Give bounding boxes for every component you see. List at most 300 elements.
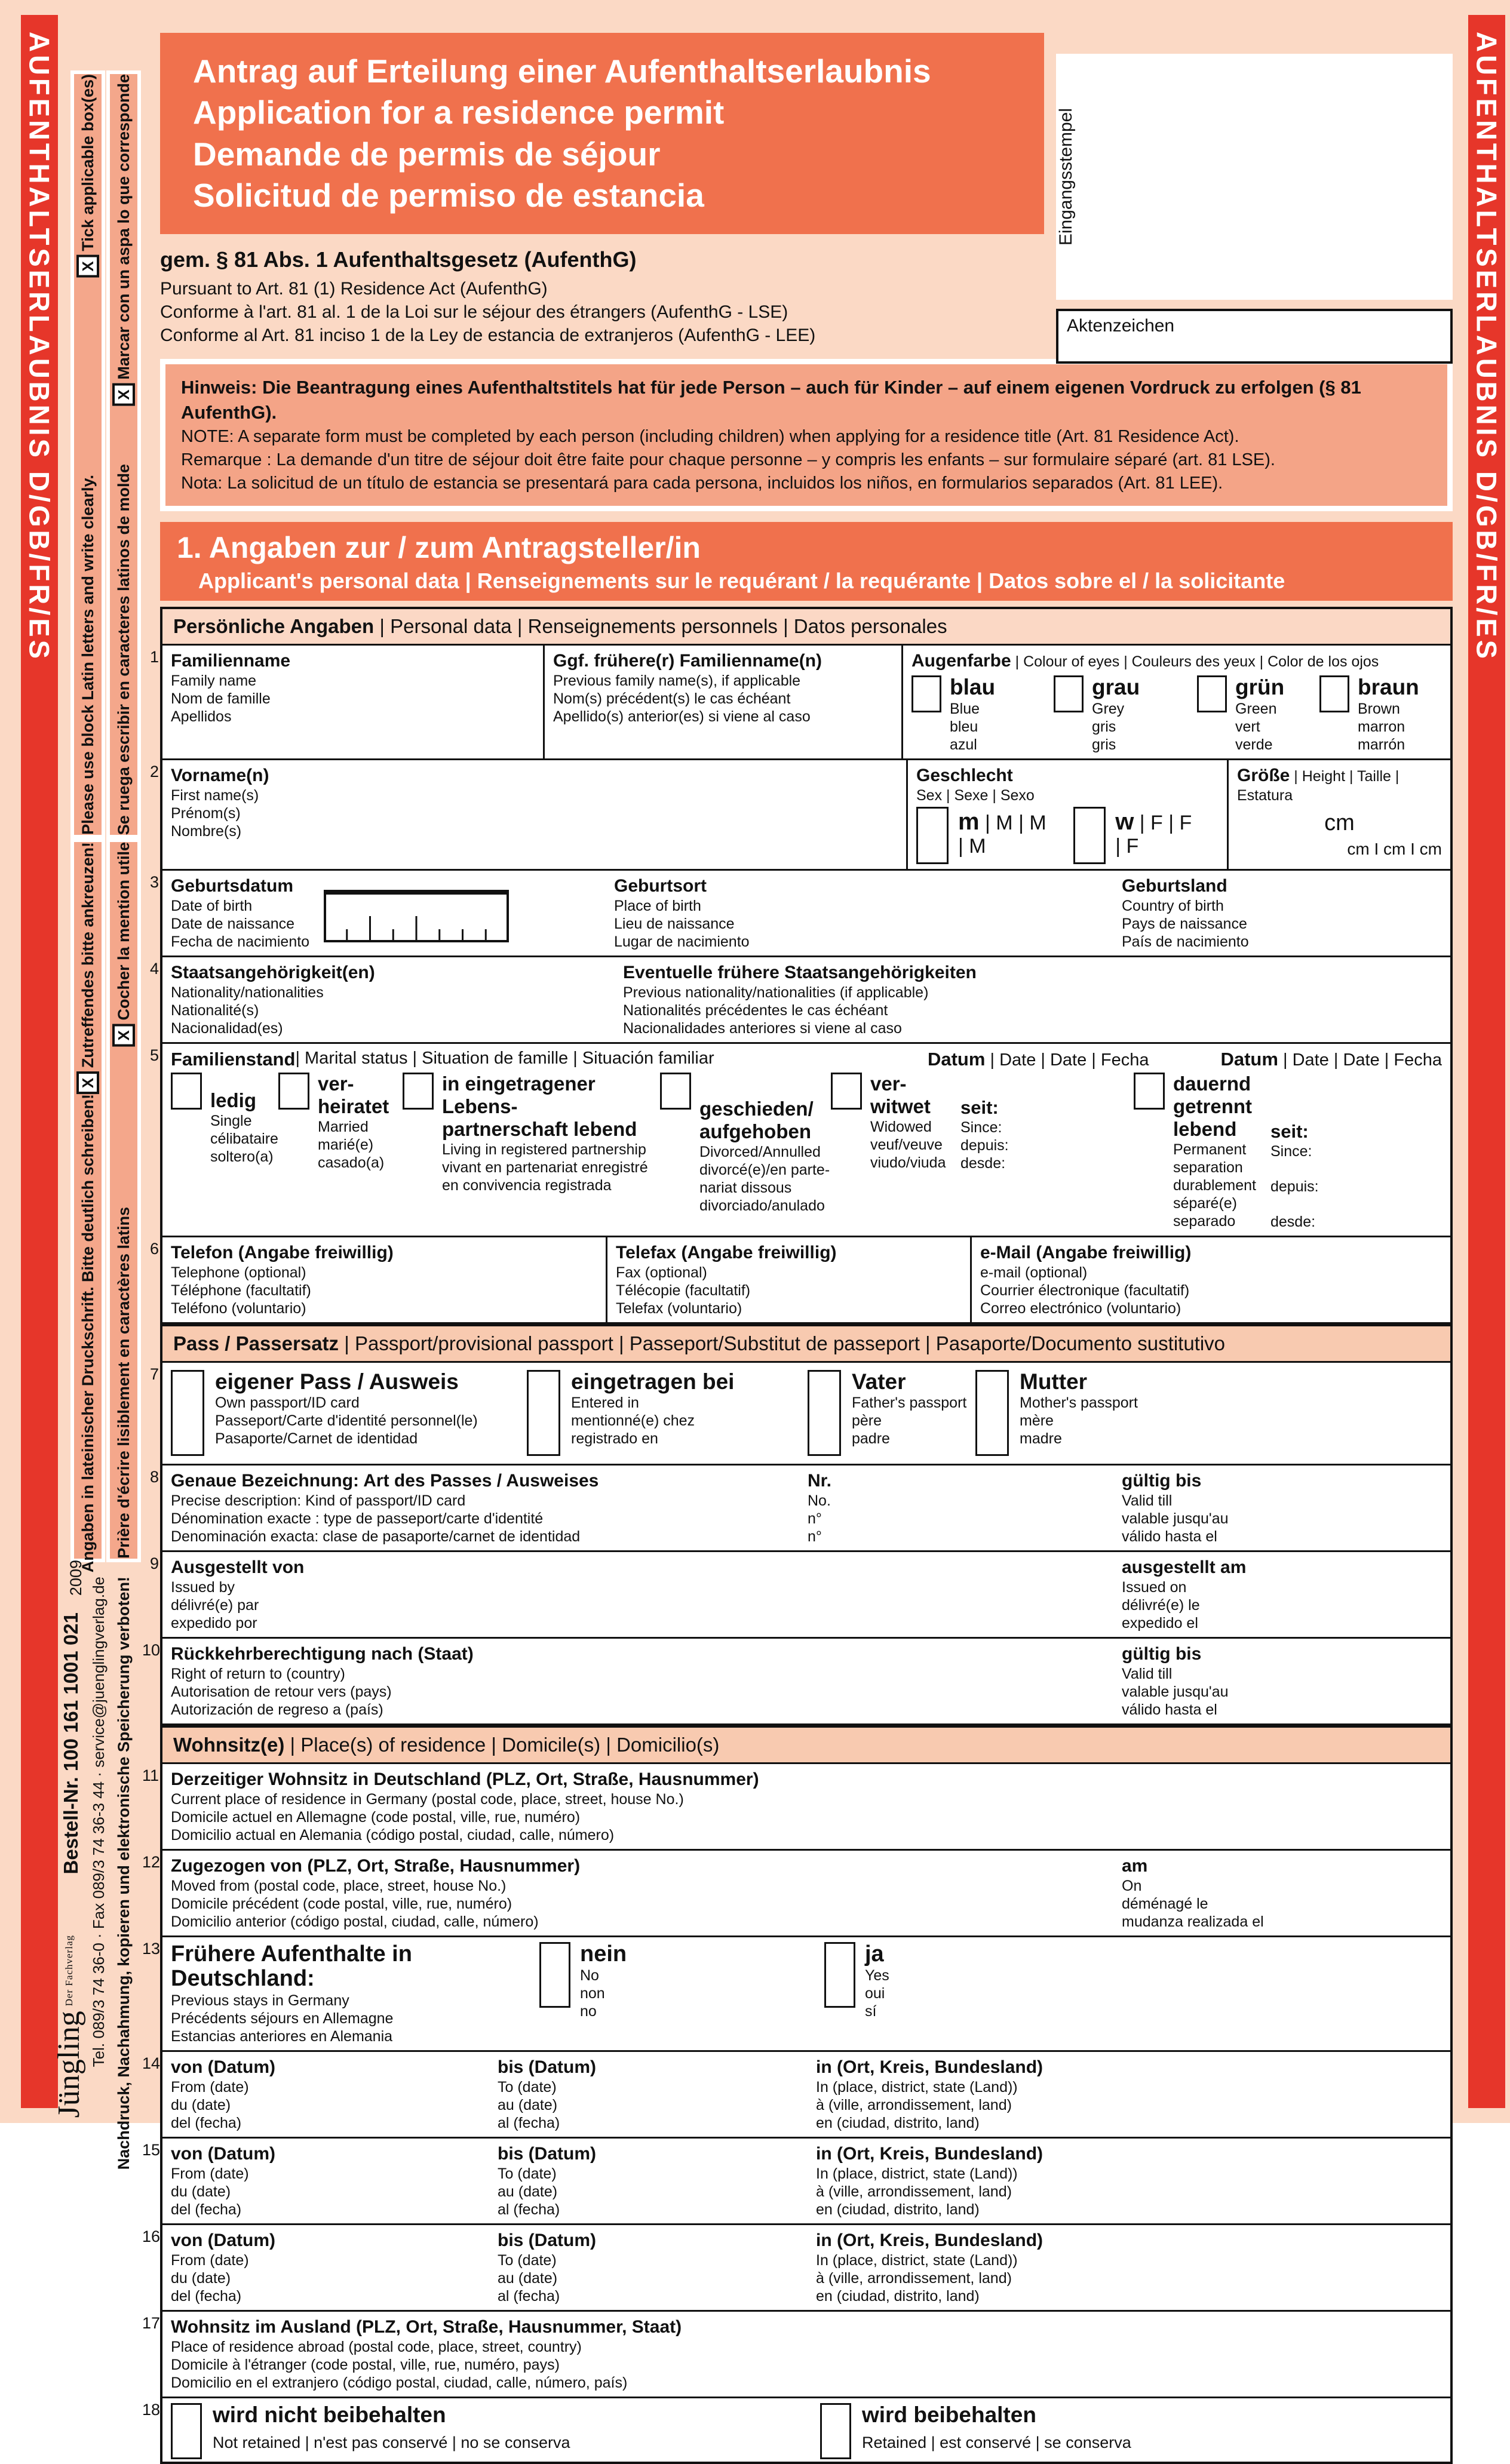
label: Widowed [870,1118,932,1135]
label: Telefon (Angabe freiwillig) [171,1242,394,1262]
checkbox-sex-male[interactable] [916,807,949,864]
label: seit: [1270,1120,1309,1142]
label: Moved from (postal code, place, street, house No.) [171,1877,507,1894]
checkbox-eyes-blue[interactable] [911,675,941,712]
checkbox-not-retained[interactable] [171,2403,202,2459]
field-stay1-place[interactable] [808,2052,1450,2137]
block-letters-fr: Prière d'écrire lisiblement en caractères latins [114,1207,133,1559]
label: Nationalités précédentes le cas échéant [623,1001,888,1019]
label: del (fecha) [171,2288,242,2305]
label: Nombre(s) [171,822,242,840]
label-sex-male: m | M | M | M [958,808,1046,858]
label: Familienname [171,651,291,671]
field-moved-from[interactable] [162,1851,1113,1935]
label: Yes [865,1967,889,1984]
unit-cm-row: cm I cm I cm [1347,839,1442,858]
label: gültig bis [1122,1470,1202,1491]
label: Genaue Bezeichnung: Art des Passes / Ausweises [171,1470,599,1491]
unit-cm: cm [1324,810,1355,835]
label: Apellidos [171,708,232,726]
label: bis (Datum) [498,2230,596,2251]
notice-box [160,359,1453,511]
label: Nationality/nationalities [171,984,324,1001]
label: Right of return to (country) [171,1665,345,1682]
label: en (ciudad, distrito, land) [816,2201,980,2219]
label: Correo electrónico (voluntario) [980,1299,1181,1317]
label: Précédents séjours en Allemagne [171,2010,394,2027]
label: Ausgestellt von [171,1557,305,1577]
field-fax[interactable] [606,1237,970,1322]
label: délivré(e) le [1122,1596,1200,1614]
checkbox-own-passport[interactable] [171,1370,204,1456]
label: Geburtsort [614,875,707,896]
field-issued-by[interactable] [162,1552,1113,1637]
label-date-2: Datum | Date | Date | Fecha [1220,1048,1442,1070]
field-stay2-to[interactable] [489,2139,808,2223]
label: célibataire [210,1130,278,1147]
row-number: 4 [149,959,159,978]
option-eyes-grey [1054,675,1197,754]
label: | Marital status | Situation de famille | Situación familiar [295,1048,714,1068]
label: Place of birth [614,897,701,914]
label: gris [1092,718,1116,735]
label: Pasaporte/Carnet de identidad [215,1430,418,1448]
checkbox-father-passport[interactable] [808,1370,841,1456]
label: desde: [960,1155,1006,1172]
label: al (fecha) [498,2115,560,2132]
label: in (Ort, Kreis, Bundesland) [816,2057,1044,2078]
row-issued [149,1552,1450,1639]
label: ausgestellt am [1122,1557,1247,1577]
publisher-tagline: Der Fachverlag [63,1935,75,2007]
checkbox-retained[interactable] [820,2403,851,2459]
checkbox-divorced[interactable] [660,1073,691,1110]
label: e-mail (optional) [980,1264,1088,1281]
label: From (date) [171,2079,249,2096]
label: à (ville, arrondissement, land) [816,2097,1012,2114]
label: heiratet [318,1095,389,1117]
label: Lugar de nacimiento [614,933,750,950]
subheader-personal-data: Persönliche Angaben | Personal data | Renseignements personnels | Datos personales [162,609,1450,646]
label: Green [1235,700,1277,717]
checkbox-mother-passport[interactable] [975,1370,1009,1456]
label: Living in registered partnership [442,1141,646,1158]
row-first-name-sex-height [149,760,1450,871]
label: geschieden/ [699,1097,814,1120]
label: Geburtsland [1122,875,1227,896]
label: Augenfarbe [911,651,1011,671]
label: padre [852,1430,890,1448]
label: nariat dissous [699,1179,792,1196]
entry-stamp-box [1056,54,1453,300]
strip-tick-es [106,70,141,838]
checkbox-married[interactable] [278,1073,309,1110]
label: grau [1092,675,1140,700]
label: separation [1173,1159,1243,1176]
label: mère [1020,1412,1054,1430]
checkbox-eyes-brown[interactable] [1319,675,1349,712]
row-stay-period-3 [142,2225,1450,2312]
field-issued-on[interactable] [1113,1552,1450,1637]
field-previous-family-name[interactable] [543,646,901,758]
label: ver- [318,1072,354,1095]
left-red-banner [21,15,58,2108]
label: Telephone (optional) [171,1264,306,1281]
label: Mother's passport [1020,1394,1138,1412]
label: séparé(e) [1173,1194,1237,1212]
tick-instruction-de: XZutreffendes bitte ankreuzen! [76,842,99,1094]
row-return-right [142,1639,1450,1728]
checkbox-registered-partnership[interactable] [403,1073,434,1110]
label: Derzeitiger Wohnsitz in Deutschland (PLZ, Ort, Straße, Hausnummer) [171,1769,759,1789]
label: Vater [852,1369,906,1394]
row-birth [149,871,1450,957]
label: No. [808,1492,831,1509]
label [1270,1196,1442,1213]
option-mother-passport [975,1366,1442,1456]
row-number: 5 [149,1046,159,1064]
label: No [580,1967,599,1984]
checkbox-eyes-grey[interactable] [1054,675,1084,712]
label: Vorname(n) [171,765,269,785]
label: Domicilio anterior (código postal, ciudad, calle, número) [171,1913,539,1930]
section-1-title: 1. Angaben zur / zum Antragsteller/in [177,531,701,565]
field-return-right[interactable] [162,1639,1113,1723]
banner-text: AUFENTHALTSERLAUBNIS D/GB/FR/ES [23,32,56,662]
row-number: 18 [142,2401,161,2419]
label: von (Datum) [171,2057,275,2078]
option-single [171,1073,278,1166]
label: bleu [950,718,978,735]
row-number: 14 [142,2054,161,2073]
label: Retained | est conservé | se conserva [862,2433,1131,2451]
label: bis (Datum) [498,2057,596,2078]
label-date-1: Datum | Date | Date | Fecha [927,1048,1149,1070]
field-first-name[interactable] [162,760,906,869]
label: To (date) [498,2079,557,2096]
field-telephone[interactable] [162,1237,606,1322]
file-reference-label: Aktenzeichen [1067,316,1175,336]
checkbox-yes[interactable] [824,1942,855,2008]
label: azul [950,736,977,753]
field-country-of-birth[interactable] [1113,871,1450,956]
field-place-of-birth[interactable] [606,871,1113,956]
banner-text: AUFENTHALTSERLAUBNIS D/GB/FR/ES [1471,32,1503,662]
row-number: 11 [142,1766,159,1784]
label: n° [808,1528,822,1545]
row-passport-kind [149,1466,1450,1552]
label: dauernd [1173,1072,1251,1095]
label: soltero(a) [210,1148,274,1165]
label: seit: [960,1096,999,1118]
field-current-residence[interactable] [162,1764,1450,1849]
label: Family name [171,672,257,690]
label: en (ciudad, distrito, land) [816,2115,980,2132]
notice-de: Hinweis: Die Beantragung eines Aufenthaltstitels hat für jede Person – auch für Kinder – auf einem eigenen Vordruck zu erfolgen (§ 81 AufenthG). [181,377,1361,423]
row-number: 8 [149,1467,159,1486]
block-letters-en: Please use block Latin letters and write clearly. [78,475,97,835]
label: To (date) [498,2252,557,2269]
label: ja [865,1941,884,1967]
label: expedido por [171,1614,257,1632]
label: witwet [870,1095,931,1117]
entry-stamp-label: Eingangsstempel [1056,107,1076,246]
label: Domicile précédent (code postal, ville, rue, numéro) [171,1895,512,1912]
label: In (place, district, state (Land)) [816,2165,1018,2183]
file-reference-box[interactable] [1056,309,1453,364]
label: von (Datum) [171,2230,275,2251]
label: Lieu de naissance [614,915,735,932]
option-eyes-brown [1319,675,1419,754]
label: Frühere Aufenthalte in Deutschland: [171,1941,412,1992]
row-stay-period-2 [142,2139,1450,2225]
label: oui [865,1985,885,2002]
field-height[interactable] [1227,760,1450,869]
title-fr: Demande de permis de séjour [193,135,661,173]
legal-basis-en: Pursuant to Art. 81 (1) Residence Act (AufenthG) [160,279,548,299]
row-number: 17 [142,2314,161,2333]
subheader-residence: Wohnsitz(e) | Place(s) of residence | Domicile(s) | Domicilio(s) [162,1728,1450,1764]
label: Nationalité(s) [171,1001,259,1019]
label: Rückkehrberechtigung nach (Staat) [171,1643,474,1664]
label: registrado en [571,1430,658,1448]
checked-box-icon: X [112,383,135,406]
label: desde: [1270,1213,1316,1230]
label: Télécopie (facultatif) [616,1282,751,1299]
label: partnerschaft lebend [442,1117,637,1140]
option-father-passport [808,1366,975,1456]
field-separated-since[interactable] [1270,1073,1442,1231]
field-stay1-to[interactable] [489,2052,808,2137]
label: Eventuelle frühere Staatsangehörigkeiten [623,962,977,982]
label: Date of birth [171,897,253,914]
label: Nacionalidades anteriores si viene al caso [623,1019,902,1037]
row-residence-retained [142,2398,1450,2462]
row-family-name [149,646,1450,760]
form-body [142,607,1453,2464]
label: Domicilio actual en Alemania (código postal, ciudad, calle, número) [171,1826,615,1844]
row-nationality [149,957,1450,1044]
label: à (ville, arrondissement, land) [816,2183,1012,2201]
section-1-header [160,522,1453,601]
label: Geschlecht [916,765,1013,785]
field-nationality[interactable] [162,957,615,1042]
right-red-banner [1468,15,1505,2108]
row-contact [149,1237,1450,1326]
label: Geburtsdatum [171,875,294,896]
label: Passeport/Carte d'identité personnel(le) [215,1412,478,1430]
publisher-contact: Tel. 089/3 74 36-0 · Fax 089/3 74 36-3 44 · service@juenglingverlag.de [90,1577,108,2067]
label: Valid till [1122,1492,1173,1509]
label: blau [950,675,996,700]
field-stay3-from[interactable] [162,2225,489,2310]
checkbox-sex-female[interactable] [1073,807,1106,864]
label: Place of residence abroad (postal code, place, street, country) [171,2339,582,2356]
field-widowed-since[interactable] [960,1073,1134,1172]
label: eigener Pass / Ausweis [215,1369,459,1394]
label: Nacionalidad(es) [171,1019,283,1037]
row-marital-status [149,1044,1450,1237]
strip-tick-de [70,838,105,1573]
checkbox-permanent-separation[interactable] [1134,1073,1165,1110]
legal-basis-de: gem. § 81 Abs. 1 Aufenthaltsgesetz (AufenthG) [160,247,637,272]
label: Zugezogen von (PLZ, Ort, Straße, Hausnummer) [171,1855,581,1876]
label: Grey [1092,700,1125,717]
checkbox-single[interactable] [171,1073,202,1110]
label: vert [1235,718,1260,735]
label: Fax (optional) [616,1264,707,1281]
checked-box-icon: X [76,1071,99,1094]
label: First name(s) [171,786,259,804]
label: Telefax (Angabe freiwillig) [616,1242,837,1262]
label: Ggf. frühere(r) Familienname(n) [553,651,822,671]
field-family-name[interactable] [162,646,543,758]
field-return-valid-till[interactable] [1113,1639,1450,1723]
row-number: 9 [149,1554,159,1572]
label: au (date) [498,2097,558,2114]
publisher-logo [51,1935,87,2118]
label: viudo/viuda [870,1154,946,1171]
label: In (place, district, state (Land)) [816,2252,1018,2269]
field-moved-on[interactable] [1113,1851,1450,1935]
row-residence-abroad [142,2312,1450,2398]
label: von (Datum) [171,2144,275,2164]
row-number: 15 [142,2141,161,2159]
strip-tick-en [70,70,105,838]
label: del (fecha) [171,2201,242,2219]
label: separado [1173,1212,1236,1230]
field-stay3-place[interactable] [808,2225,1450,2310]
label: Mutter [1020,1369,1088,1394]
option-eyes-green [1197,675,1319,754]
checkbox-entered-in[interactable] [527,1370,560,1456]
option-married [278,1073,403,1172]
label: Issued on [1122,1578,1187,1596]
field-previous-stays [162,1937,531,2051]
checkbox-no[interactable] [539,1942,570,2008]
label: délivré(e) par [171,1596,259,1614]
label: Previous family name(s), if applicable [553,672,801,690]
label: Telefax (voluntario) [616,1299,742,1317]
field-passport-valid-till[interactable] [1113,1466,1450,1550]
label: Prénom(s) [171,804,241,822]
print-year: 2009 [67,1560,85,1596]
label: madre [1020,1430,1062,1448]
section-1-subtitle: Applicant's personal data | Renseignements sur le requérant / la requérante | Datos sobre el / la solicitante [198,569,1285,594]
label: Valid till [1122,1665,1173,1682]
field-stay2-place[interactable] [808,2139,1450,2223]
row-number: 6 [149,1239,159,1258]
label: gültig bis [1122,1643,1202,1664]
label: Wohnsitz im Ausland (PLZ, Ort, Straße, Hausnummer, Staat) [171,2317,682,2337]
date-of-birth-entry-box[interactable] [324,890,509,942]
label: e-Mail (Angabe freiwillig) [980,1242,1192,1262]
option-retained [820,2401,1442,2459]
option-not-retained [171,2401,820,2459]
field-previous-nationality[interactable] [615,957,1450,1042]
label: durablement [1173,1176,1256,1194]
label: du (date) [171,2097,231,2114]
field-stay3-to[interactable] [489,2225,808,2310]
title-es: Solicitud de permiso de estancia [193,176,704,214]
publisher-name: Jüngling [52,2011,86,2118]
copyright-note: Nachdruck, Nachahmung, kopieren und elektronische Speicherung verboten! [115,1577,133,2170]
label: père [852,1412,882,1430]
field-eye-colour [901,646,1450,758]
label: Married [318,1118,369,1135]
label: To (date) [498,2165,557,2183]
field-passport-kind[interactable] [162,1466,799,1550]
label: From (date) [171,2165,249,2183]
label: Since: [1270,1143,1312,1160]
field-stay1-from[interactable] [162,2052,489,2137]
label: au (date) [498,2270,558,2287]
row-number: 12 [142,1852,161,1871]
label: Domicile actuel en Allemagne (code postal, ville, rue, numéro) [171,1808,581,1826]
field-stay2-from[interactable] [162,2139,489,2223]
label: n° [808,1510,822,1527]
order-number: Bestell-Nr. 100 161 1001 021 [60,1612,82,1875]
checkbox-widowed[interactable] [831,1073,862,1110]
row-number: 3 [149,872,159,891]
field-passport-number[interactable] [799,1466,1113,1550]
label: Permanent [1173,1141,1247,1158]
label: Precise description: Kind of passport/ID card [171,1492,466,1509]
label: marrón [1358,736,1405,753]
label: País de nacimiento [1122,933,1249,950]
subheader-passport: Pass / Passersatz | Passport/provisional passport | Passeport/Substitut de passeport | Pasaporte/Documento sustitutivo [162,1326,1450,1363]
label: Previous stays in Germany [171,1992,349,2010]
field-residence-abroad[interactable] [162,2312,1450,2397]
row-current-residence [142,1764,1450,1851]
label: depuis: [960,1137,1009,1154]
option-eyes-blue [911,675,1054,754]
label: Autorisation de retour vers (pays) [171,1683,392,1700]
label: gris [1092,736,1116,753]
row-stay-period-1 [142,2052,1450,2139]
label: en convivencia registrada [442,1176,612,1194]
label: Current place of residence in Germany (postal code, place, street, house No.) [171,1790,684,1808]
label-sex-female: w | F | F | F [1115,808,1192,858]
checkbox-eyes-green[interactable] [1197,675,1227,712]
label: Entered in [571,1394,639,1412]
label: Teléfono (voluntario) [171,1299,306,1317]
label: Denominación exacta: clase de pasaporte/carnet de identidad [171,1528,581,1545]
label: Domicile à l'étranger (code postal, ville, rue, numéro, pays) [171,2357,560,2374]
option-divorced [660,1073,831,1215]
label: sí [865,2003,877,2020]
label: depuis: [1270,1178,1319,1195]
field-date-of-birth[interactable] [162,871,606,956]
label: Previous nationality/nationalities (if applicable) [623,984,929,1001]
label: non [580,1985,605,2002]
label: lebend [1173,1117,1237,1140]
label: Nom(s) précédent(s) le cas échéant [553,690,791,708]
option-previous-stays-no [531,1937,816,2051]
title-de: Antrag auf Erteilung einer Aufenthaltserlaubnis [193,53,931,90]
label: marron [1358,718,1405,735]
label: ledig [210,1089,257,1111]
label: Date de naissance [171,915,295,932]
tick-instruction-en: XTick applicable box(es) [76,74,99,278]
notice-fr: Remarque : La demande d'un titre de séjour doit être faite pour chaque personne – y compris les enfants – sur formulaire séparé (art. 81 LSE). [181,450,1275,470]
row-number: 13 [142,1939,161,1958]
label: Country of birth [1122,897,1224,914]
row-number: 7 [149,1365,159,1383]
option-previous-stays-yes [816,1937,1450,2051]
label: From (date) [171,2252,249,2269]
field-email[interactable] [970,1237,1450,1322]
